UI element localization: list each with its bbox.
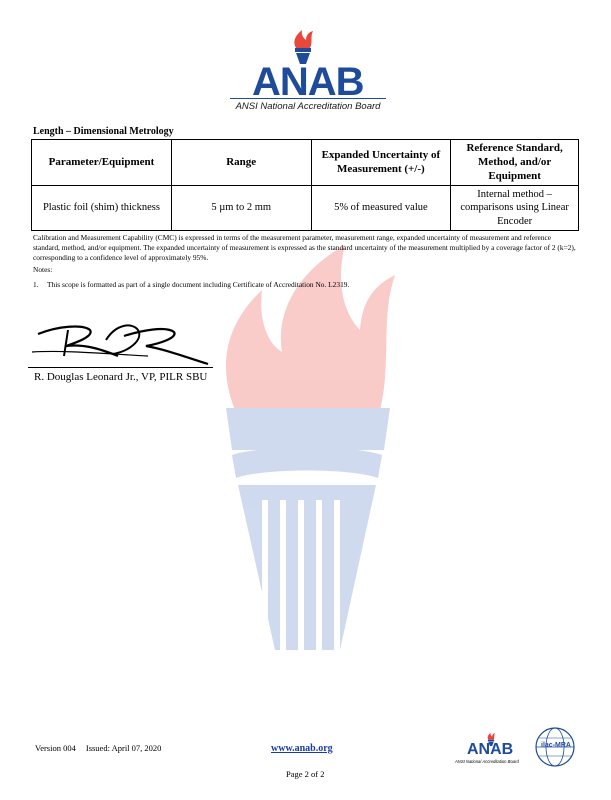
table-row — [32, 186, 579, 230]
signer-name: R. Douglas Leonard Jr., VP, PILR SBU — [34, 371, 208, 383]
signature-line — [28, 367, 213, 368]
note-number: 1. — [33, 280, 39, 289]
ilac-mra-logo — [534, 726, 576, 768]
section-title: Length – Dimensional Metrology — [33, 126, 174, 137]
table-cell: 5 µm to 2 mm — [171, 186, 311, 230]
notes-label: Notes: — [33, 265, 53, 274]
signature-image — [28, 312, 218, 368]
table-cell: Internal method – comparisons using Linear Encoder — [451, 186, 579, 230]
page-number: Page 2 of 2 — [286, 769, 325, 779]
issued-date: Issued: April 07, 2020 — [85, 743, 162, 753]
scope-table — [31, 139, 579, 231]
logo-wordmark: ANAB — [252, 60, 364, 104]
footer-anab-logo — [455, 732, 533, 768]
anab-website-link[interactable]: www.anab.org — [271, 743, 333, 754]
anab-logo — [228, 28, 388, 112]
cmc-paragraph: Calibration and Measurement Capability (CMC) is expressed in terms of the measurement parameter, measurement range, expanded uncertainty of measurement and reference standard, method, and/or equipment. The expanded uncertainty of measurement is expressed as the standard uncertainty of the measurement multiplied by a coverage factor of 2 (k=2), corresponding to a confidence level of approximately 95%. — [33, 233, 576, 263]
note-item — [33, 280, 349, 289]
footer-logo-subtitle: ANSI National Accreditation Board — [455, 759, 519, 764]
table-cell: 5% of measured value — [311, 186, 451, 230]
column-header: Expanded Uncertainty of Measurement (+/-) — [311, 140, 451, 186]
column-header: Parameter/Equipment — [32, 140, 172, 186]
column-header: Range — [171, 140, 311, 186]
version-text: Version 004 — [35, 743, 76, 753]
note-text: This scope is formatted as part of a single document including Certificate of Accreditation No. L2319. — [47, 280, 350, 289]
logo-subtitle: ANSI National Accreditation Board — [230, 98, 386, 112]
ilac-label: ilac-MRA — [541, 742, 571, 749]
column-header: Reference Standard, Method, and/or Equipment — [451, 140, 579, 186]
torch-icon — [288, 28, 318, 64]
table-header-row — [32, 140, 579, 186]
footer-logo-wordmark: ANAB — [467, 741, 514, 758]
footer-version — [35, 743, 171, 753]
table-cell: Plastic foil (shim) thickness — [32, 186, 172, 230]
